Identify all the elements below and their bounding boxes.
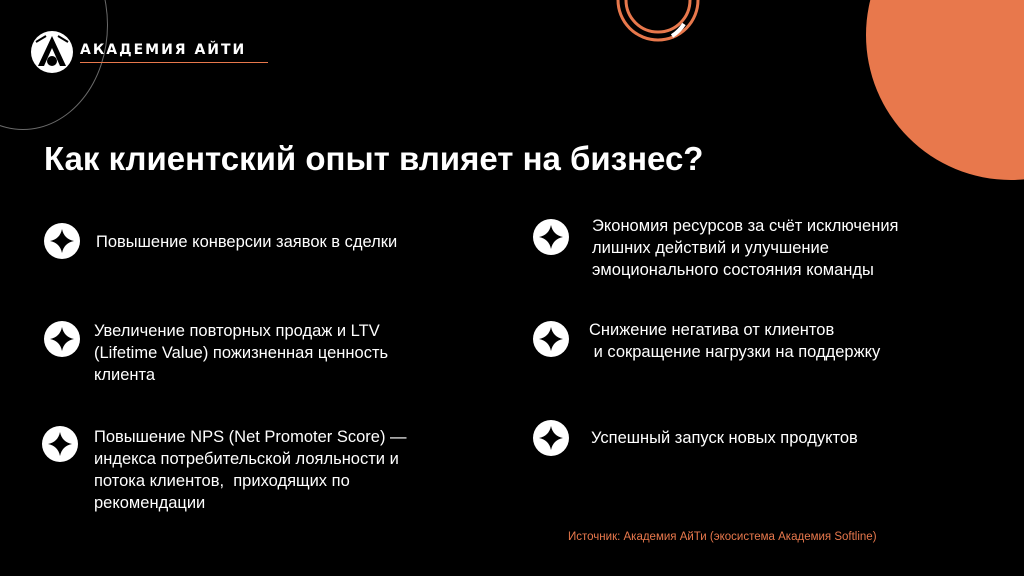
sparkle-icon [533, 420, 569, 456]
benefit-text: Успешный запуск новых продуктов [591, 429, 858, 447]
decorative-ring-icon [610, 0, 706, 48]
sparkle-icon [533, 321, 569, 357]
sparkle-icon [42, 426, 78, 462]
source-note: Источник: Академия АйТи (экосистема Академия Softline) [568, 531, 877, 543]
benefit-text: Снижение негатива от клиентов и сокращение нагрузки на поддержку [589, 321, 881, 361]
benefit-text: Повышение конверсии заявок в сделки [96, 233, 398, 251]
decorative-orange-circle [866, 0, 1024, 180]
logo-underline [80, 62, 268, 63]
slide-title: Как клиентский опыт влияет на бизнес? [44, 140, 704, 177]
sparkle-icon [533, 219, 569, 255]
academy-logo-icon [30, 30, 74, 74]
benefit-text: Экономия ресурсов за счёт исключения лишних действий и улучшение эмоционального состояния команды [592, 217, 899, 279]
sparkle-icon [44, 223, 80, 259]
logo-text: АКАДЕМИЯ АЙТИ [80, 42, 247, 58]
sparkle-icon [44, 321, 80, 357]
benefit-text: Повышение NPS (Net Promoter Score) — индекса потребительской лояльности и потока клиентов, приходящих по рекомендации [94, 428, 407, 512]
academy-logo [30, 30, 250, 70]
benefit-text: Увеличение повторных продаж и LTV (Lifetime Value) пожизненная ценность клиента [94, 322, 389, 384]
